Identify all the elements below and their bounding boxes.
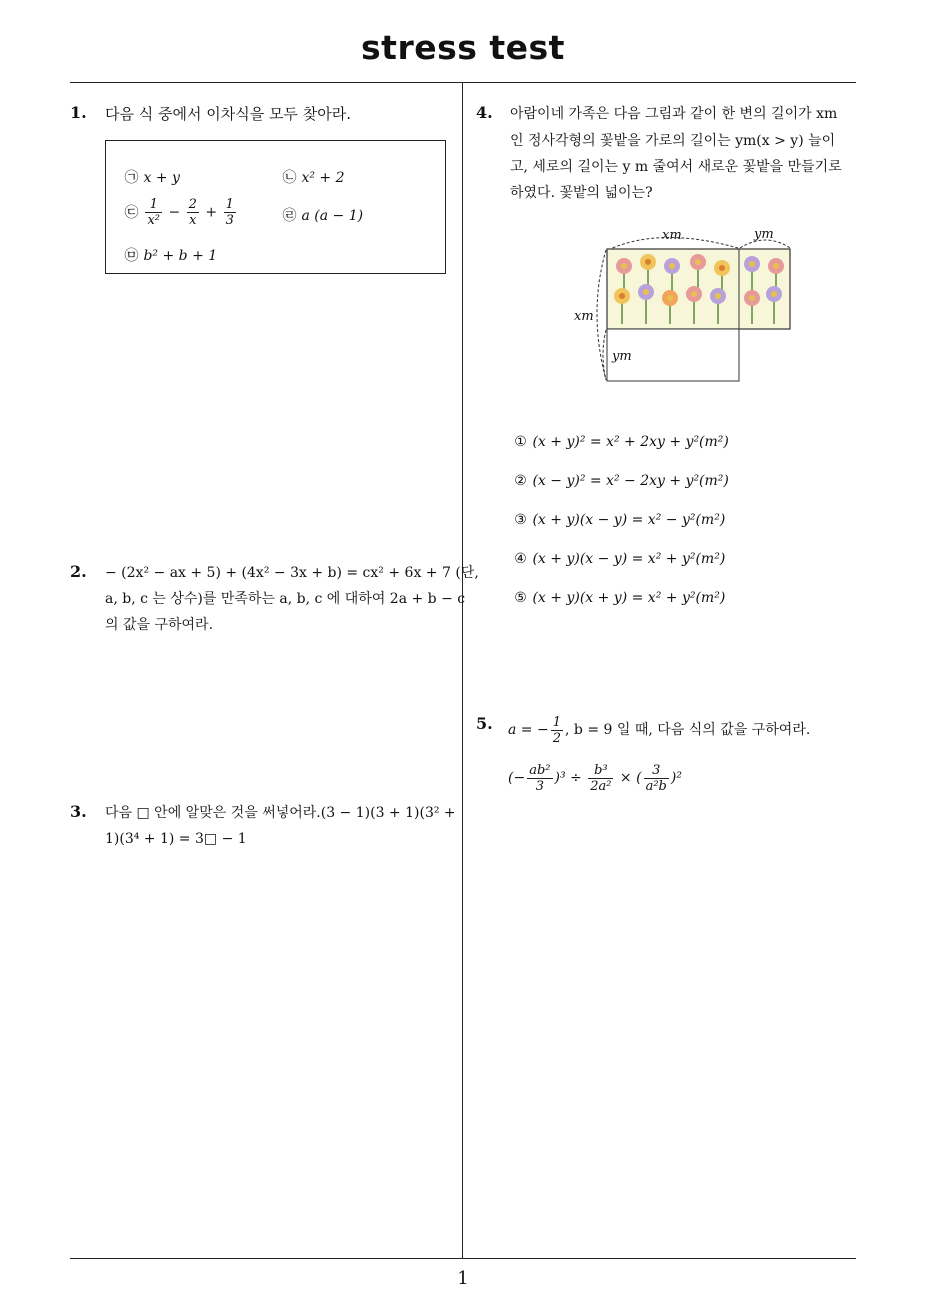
page-number: 1: [457, 1268, 469, 1289]
question-text-line: 인 정사각형의 꽃밭을 가로의 길이는 ym(x > y) 늘이: [510, 133, 836, 149]
column-divider: [462, 83, 463, 1258]
question-text-line: 1)(3⁴ + 1) = 3□ − 1: [105, 831, 247, 847]
question-text-line: 하였다. 꽃밭의 넓이는?: [510, 185, 653, 201]
question-text-line: a, b, c 는 상수)를 만족하는 a, b, c 에 대하여 2a + b − c: [105, 591, 466, 607]
label-left-x: xm: [574, 309, 594, 324]
page-title: stress test: [361, 28, 565, 67]
choice-4: ④ (x + y)(x − y) = x² + y²(m²): [514, 551, 726, 567]
question-text-line: 고, 세로의 길이는 y m 줄여서 새로운 꽃밭을 만들기로: [510, 159, 842, 175]
label-left-y: ym: [612, 349, 632, 364]
question-text-line: − (2x² − ax + 5) + (4x² − 3x + b) = cx² + 6x + 7 (단,: [105, 565, 479, 581]
question-number: 2.: [70, 562, 87, 581]
choice-2: ② (x − y)² = x² − 2xy + y²(m²): [514, 473, 729, 489]
label-top-x: xm: [662, 228, 682, 243]
choice-3: ③ (x + y)(x − y) = x² − y²(m²): [514, 512, 726, 528]
option: ㉡ x² + 2: [282, 170, 345, 186]
option: ㉤ b² + b + 1: [124, 248, 218, 264]
label-top-y: ym: [754, 227, 774, 242]
option: ㉠ x + y: [124, 170, 180, 186]
question-text-line: 아람이네 가족은 다음 그림과 같이 한 변의 길이가 xm: [510, 106, 838, 122]
question-text-line: 의 값을 구하여라.: [105, 617, 214, 633]
choice-5: ⑤ (x + y)(x + y) = x² + y²(m²): [514, 590, 726, 606]
question-number: 5.: [476, 714, 493, 733]
option: ㉢ $\frac{1}{\text{x²}}$ − $\frac{2}{x}$ + $\frac{1}{3}$: [124, 197, 234, 228]
top-rule: [70, 82, 856, 83]
question-text: a = − $\frac{1}{2}$ , b = 9 일 때, 다음 식의 값을 구하여라.: [508, 714, 811, 746]
bottom-rule: [70, 1258, 856, 1259]
question-number: 3.: [70, 802, 87, 821]
question-text: 다음 식 중에서 이차식을 모두 찾아라.: [105, 105, 351, 123]
option: ㉣ a (a − 1): [282, 208, 364, 224]
expression: (− $\frac{\text{ab²}}{3}$ )³ ÷ $\frac{\text{b³}}{\text{2a²}}$ × ( $\frac{3}{\text{a²b}}$ )²: [508, 762, 682, 794]
question-number: 1.: [70, 103, 87, 122]
options-box: [105, 140, 446, 274]
choice-1: ① (x + y)² = x² + 2xy + y²(m²): [514, 434, 729, 450]
flower-garden-figure: [570, 222, 800, 387]
question-text-line: 다음 □ 안에 알맞은 것을 써넣어라.(3 − 1)(3 + 1)(3² +: [105, 805, 456, 821]
question-number: 4.: [476, 103, 493, 122]
